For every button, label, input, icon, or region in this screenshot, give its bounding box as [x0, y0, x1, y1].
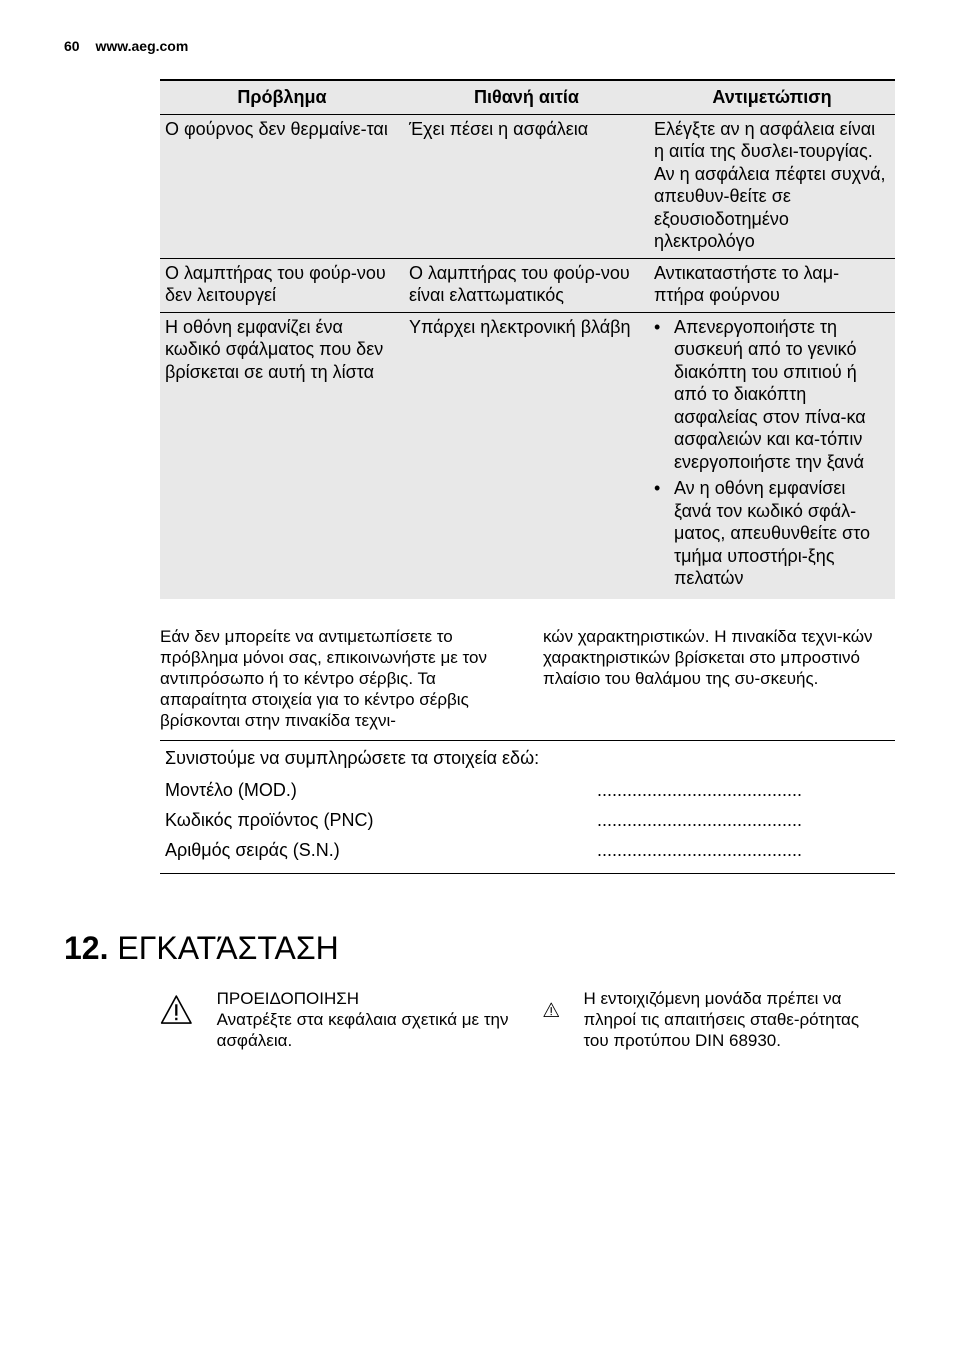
cell-cause: Έχει πέσει η ασφάλεια [404, 114, 649, 258]
solution-list [654, 316, 887, 590]
cell-problem: Ο λαμπτήρας του φούρ-νου δεν λειτουργεί [160, 258, 404, 312]
section-heading [64, 928, 339, 968]
section-title: ΕΓΚΑΤΆΣΤΑΣΗ [117, 930, 339, 966]
list-item: • Απενεργοποιήστε τη συσκευή από το γενικό διακόπτη του σπιτιού ή από το διακόπτη ασφαλείας στον πίνα-κα ασφαλειών και κα-τόπιν ενεργοποιήστε την ξανά [654, 316, 887, 474]
troubleshooting-table [160, 79, 895, 599]
table-row [160, 258, 895, 312]
record-label: Κωδικός προϊόντος (PNC) [165, 810, 374, 830]
cell-problem: Ο φούρνος δεν θερμαίνε-ται [160, 114, 404, 258]
column-header-solution: Αντιμετώπιση [649, 80, 895, 114]
record-blank: ......................................... [597, 840, 803, 860]
cell-solution: Αντικαταστήστε το λαμ-πτήρα φούρνου [649, 258, 895, 312]
record-blank: ......................................... [597, 780, 803, 800]
record-row-model [160, 777, 895, 807]
warning-block [160, 988, 520, 1051]
record-blank: ......................................... [597, 810, 803, 830]
service-info [160, 626, 895, 731]
service-info-column-1: Εάν δεν μπορείτε να αντιμετωπίσετε το πρόβλημα μόνοι σας, επικοινωνήστε με τον αντιπρόσωπο ή το κέντρο σέρβις. Τα απαραίτητα στοιχεία για το κέντρο σέρβις βρίσκονται στην πινακίδα τεχνι- [160, 627, 487, 730]
records-lead: Συνιστούμε να συμπληρώσετε τα στοιχεία εδώ: [165, 748, 540, 768]
page-header [64, 38, 188, 54]
table-header-row [160, 80, 895, 114]
record-label: Μοντέλο (MOD.) [165, 780, 297, 800]
record-label: Αριθμός σειράς (S.N.) [165, 840, 340, 860]
section-number: 12. [64, 930, 109, 966]
warning-triangle-icon [543, 990, 559, 1030]
cell-cause: Υπάρχει ηλεκτρονική βλάβη [404, 312, 649, 599]
warning-text: Η εντοιχιζόμενη μονάδα πρέπει να πληροί τις απαιτήσεις σταθε-ρότητας του προτύπου DIN 68930. [583, 989, 860, 1050]
warning-content [583, 988, 888, 1051]
warning-title: ΠΡΟΕΙΔΟΠΟΙΗΣΗ [216, 989, 360, 1008]
record-row-pnc [160, 807, 895, 837]
warning-triangle-icon [160, 990, 193, 1030]
warning-content [217, 988, 520, 1051]
cell-solution [649, 312, 895, 599]
list-item: • Αν η οθόνη εμφανίσει ξανά τον κωδικό σφάλ-ματος, απευθυνθείτε στο τμήμα υποστήρι-ξης πελατών [654, 477, 887, 590]
record-row-serial [160, 837, 895, 867]
cell-solution: Ελέγξτε αν η ασφάλεια είναι η αιτία της δυσλει-τουργίας. Αν η ασφάλεια πέφτει συχνά, απευθυν-θείτε σε εξουσιοδοτημένο ηλεκτρολόγο [649, 114, 895, 258]
page-number: 60 [64, 38, 80, 54]
table-row [160, 114, 895, 258]
column-header-problem: Πρόβλημα [160, 80, 404, 114]
cell-problem: Η οθόνη εμφανίζει ένα κωδικό σφάλματος που δεν βρίσκεται σε αυτή τη λίστα [160, 312, 404, 599]
product-records-box [160, 740, 895, 874]
service-info-column-2: κών χαρακτηριστικών. Η πινακίδα τεχνι-κών χαρακτηριστικών βρίσκεται στο μπροστινό πλαίσιο του θαλάμου της συ-σκευής. [543, 627, 873, 688]
warning-block [543, 988, 888, 1051]
table-row [160, 312, 895, 599]
site-url[interactable]: www.aeg.com [95, 38, 189, 54]
cell-cause: Ο λαμπτήρας του φούρ-νου είναι ελαττωματικός [404, 258, 649, 312]
warning-text: Ανατρέξτε στα κεφάλαια σχετικά με την ασφάλεια. [216, 1010, 509, 1050]
column-header-cause: Πιθανή αιτία [404, 80, 649, 114]
